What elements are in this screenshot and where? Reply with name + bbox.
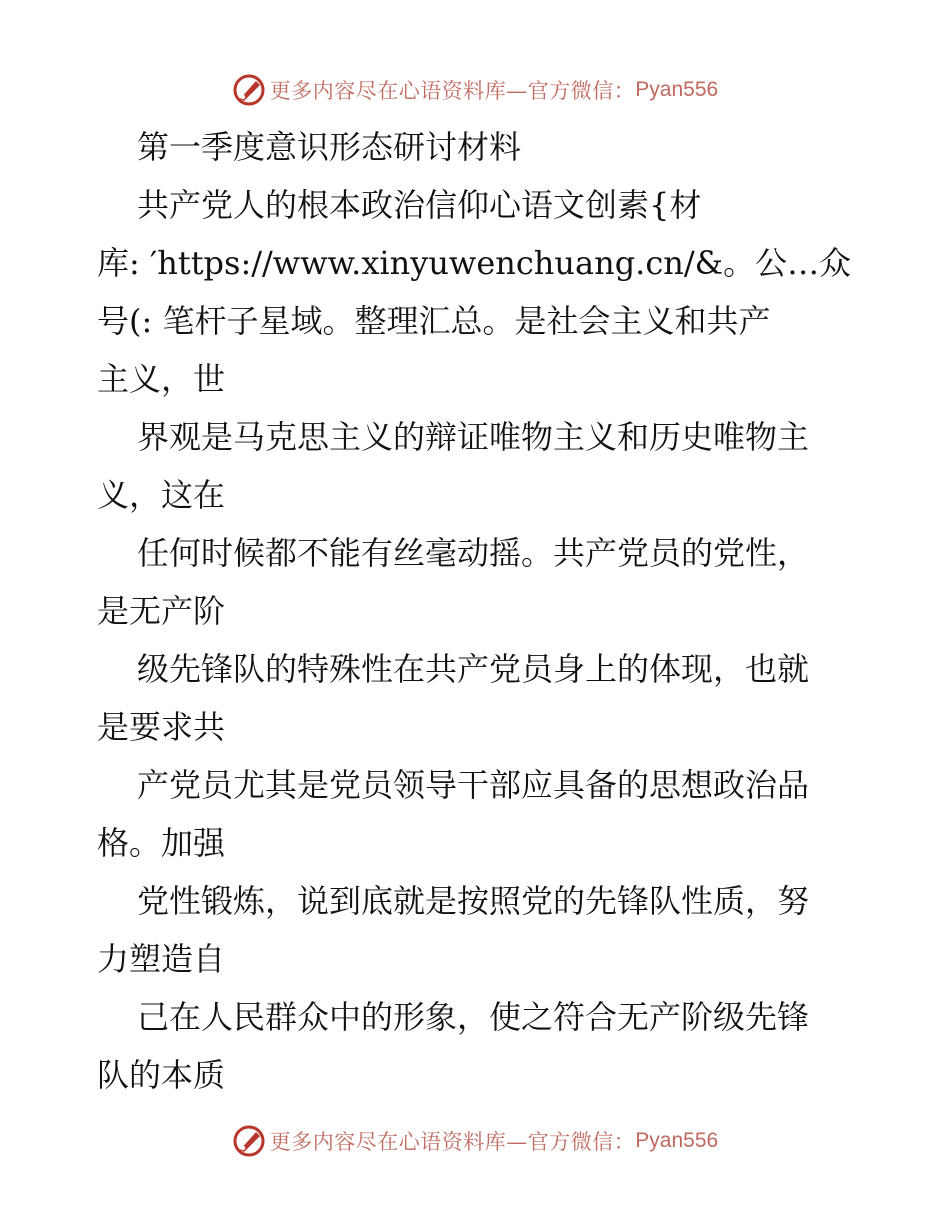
header-watermark-text: 更多内容尽在心语资料库—官方微信： (269, 79, 636, 103)
text-line: 是无产阶 (97, 592, 226, 630)
footer-watermark-brand: Pyan556 (635, 1129, 719, 1152)
text-line: 力塑造自 (97, 940, 226, 978)
text-line: 任何时候都不能有丝毫动摇。共产党员的党性， (137, 534, 810, 572)
text-line: 界观是马克思主义的辩证唯物主义和历史唯物主 (137, 418, 810, 456)
text-line: 共产党人的根本政治信仰心语文创素{材 (137, 186, 702, 224)
text-line: 队的本质 (97, 1056, 226, 1094)
text-line: 主义，世 (97, 360, 226, 398)
document-title: 第一季度意识形态研讨材料 (137, 128, 522, 166)
pen-logo-icon (232, 1124, 266, 1158)
text-line: 义，这在 (97, 476, 226, 514)
text-line: 党性锻炼，说到底就是按照党的先锋队性质，努 (137, 882, 810, 920)
text-line: 是要求共 (97, 708, 226, 746)
text-line: 号(: 笔杆子星域。整理汇总。是社会主义和共产 (97, 302, 771, 340)
pen-logo-icon (232, 73, 266, 107)
header-watermark-banner (0, 70, 950, 110)
text-line: 库: ′https://www.xinyuwenchuang.cn/&。公…众 (97, 244, 852, 282)
text-line: 产党员尤其是党员领导干部应具备的思想政治品 (137, 766, 810, 804)
footer-watermark-text: 更多内容尽在心语资料库—官方微信： (269, 1130, 636, 1154)
text-line: 己在人民群众中的形象，使之符合无产阶级先锋 (137, 998, 810, 1036)
footer-watermark-banner (0, 1121, 950, 1161)
document-body (97, 118, 857, 1104)
text-line: 格。加强 (97, 824, 226, 862)
header-watermark-brand: Pyan556 (635, 78, 719, 101)
text-line: 级先锋队的特殊性在共产党员身上的体现，也就 (137, 650, 810, 688)
